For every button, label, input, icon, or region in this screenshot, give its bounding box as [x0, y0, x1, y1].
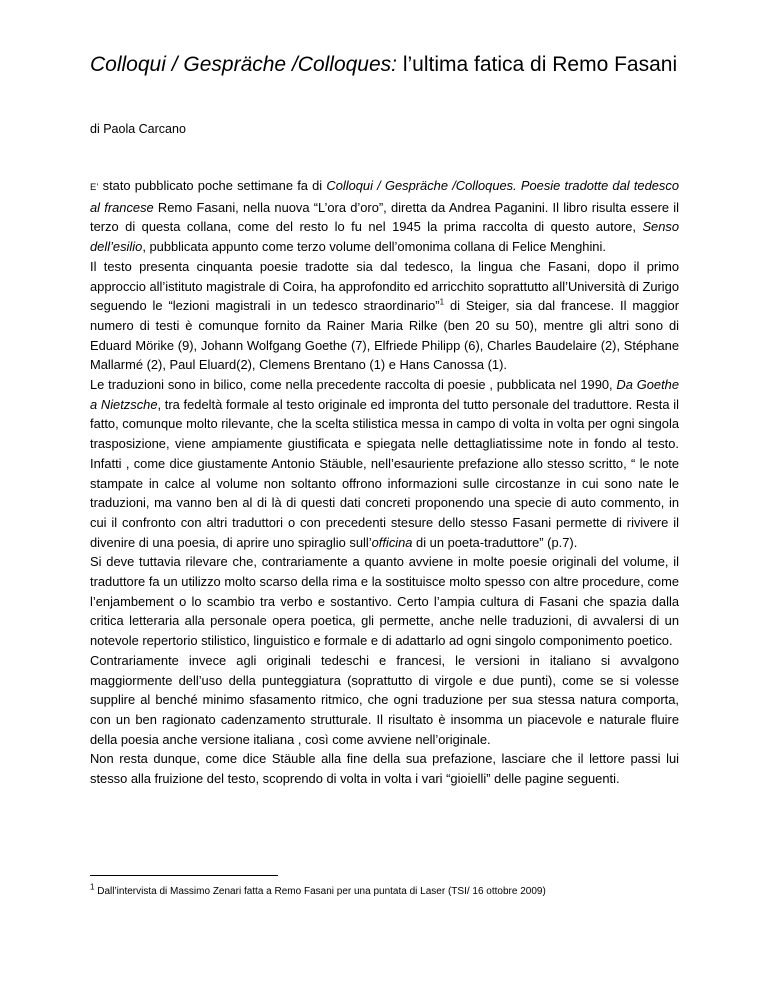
paragraph-1-book-title-2: Senso dell’esilio: [90, 219, 679, 255]
paragraph-5: Contrariamente invece agli originali tedeschi e francesi, le versioni in italiano si avvalgono maggiormente dell’uso della punteggiatura (soprattutto di virgole e due punti), come se si volesse supplire al benché minimo sfasamento ritmico, che ogni traduzione per sua stessa natura comporta, con un ben ragionato cadenzamento strutturale. Il risultato è insomma un piacevole e naturale fluire della poesia anche versione italiana , così come avviene nell’originale.: [90, 652, 679, 747]
paragraph-4: Si deve tuttavia rilevare che, contrariamente a quanto avviene in molte poesie originali del volume, il traduttore fa un utilizzo molto scarso della rima e la sostituisce molto spesso con altre procedure, come l’enjambement o lo scambio tra verbo e sostantivo. Certo l’ampia cultura di Fasani che spazia dalla critica letteraria alla personale opera poetica, gli permette, anche nelle traduzioni, di avvalersi di un notevole repertorio stilistico, linguistico e formale e di adattarlo ad ogni singolo componimento poetico.: [90, 554, 679, 649]
paragraph-3: [90, 375, 679, 552]
article-body: [90, 176, 679, 789]
title-italic-part: Colloqui / Gespräche /Colloques:: [90, 53, 398, 76]
footnote-text: Dall’intervista di Massimo Zenari fatta a Remo Fasani per una puntata di Laser (TSI/ 16 ottobre 2009): [94, 886, 546, 897]
paragraph-6: Non resta dunque, come dice Stäuble alla fine della sua prefazione, lasciare che il lettore passi lui stesso alla fruizione del testo, scoprendo di volta in volta i vari “gioielli” delle pagine seguenti.: [90, 751, 679, 787]
paragraph-2: [90, 257, 679, 375]
paragraph-1-text-a: stato pubblicato poche settimane fa di: [98, 178, 327, 193]
paragraph-1: [90, 176, 679, 257]
footnote-number: 1: [90, 882, 95, 892]
paragraph-1-initial: E’: [90, 182, 99, 193]
paragraph-2-text-a: Il testo presenta cinquanta poesie tradotte sia dal tedesco, la lingua che Fasani, dopo il primo approccio all’istituto magistrale di Coira, ha approfondito ed arricchito soprattutto all’Università di Zurigo seguendo le “lezioni magistrali in un tedesco straordinario”: [90, 258, 679, 314]
article-title: [90, 51, 690, 79]
paragraph-2-text-b: di Steiger, sia dal francese. Il maggior numero di testi è comunque fornito da Rainer Maria Rilke (ben 20 su 50), mentre gli altri sono di Eduard Mörike (9), Johann Wolfgang Goethe (7), Elfriede Philipp (6), Charles Baudelaire (2), Stéphane Mallarmé (2), Paul Eluard(2), Clemens Brentano (1) e Hans Canossa (1).: [90, 298, 679, 373]
paragraph-3-text-e: di un poeta-traduttore” (p.7).: [412, 534, 578, 550]
footnote: [90, 882, 690, 899]
author-byline: di Paola Carcano: [90, 122, 186, 136]
paragraph-3-text-a: Le traduzioni sono in bilico, come nella precedente raccolta di poesie , pubblicata nel 1990,: [90, 377, 617, 393]
paragraph-1-text-c: Remo Fasani, nella nuova “L’ora d’oro”, diretta da Andrea Paganini. Il libro risulta essere il terzo di questa collana, come del resto lo fu nel 1945 la prima raccolta di questo autore,: [90, 199, 679, 235]
footnote-reference: 1: [439, 297, 445, 307]
footnote-separator: [90, 875, 278, 876]
paragraph-1-book-title: Colloqui / Gespräche /Colloques. Poesie tradotte dal tedesco al francese: [90, 178, 679, 215]
title-rest: l’ultima fatica di Remo Fasani: [397, 53, 678, 76]
paragraph-1-text-f: , pubblicata appunto come terzo volume dell’omonima collana di Felice Menghini.: [142, 239, 606, 255]
paragraph-3-book-title: Da Goethe a Nietzsche: [90, 377, 679, 412]
paragraph-3-italic-word: officina: [371, 534, 413, 550]
paragraph-3-text-c: , tra fedeltà formale al testo originale ed impronta del tutto personale del traduttore. Resta il fatto, comunque molto rilevante, che la scelta stilistica messa in campo di volta in volta per ogni singola trasposizione, viene ampiamente giustificata e spiegata nelle dettagliatissime note in fondo al testo. Infatti , come dice giustamente Antonio Stäuble, nell’esauriente prefazione allo stesso scritto, “ le note stampate in calce al volume non soltanto offrono informazioni sulle circostanze in cui sono nate le traduzioni, ma vanno ben al di là di questi dati concreti proponendo una specie di auto commento, in cui il confronto con altri traduttori o con precedenti stesure dello stesso Fasani permette di rivivere il divenire di una poesia, di aprire uno spiraglio sull’: [90, 396, 679, 550]
